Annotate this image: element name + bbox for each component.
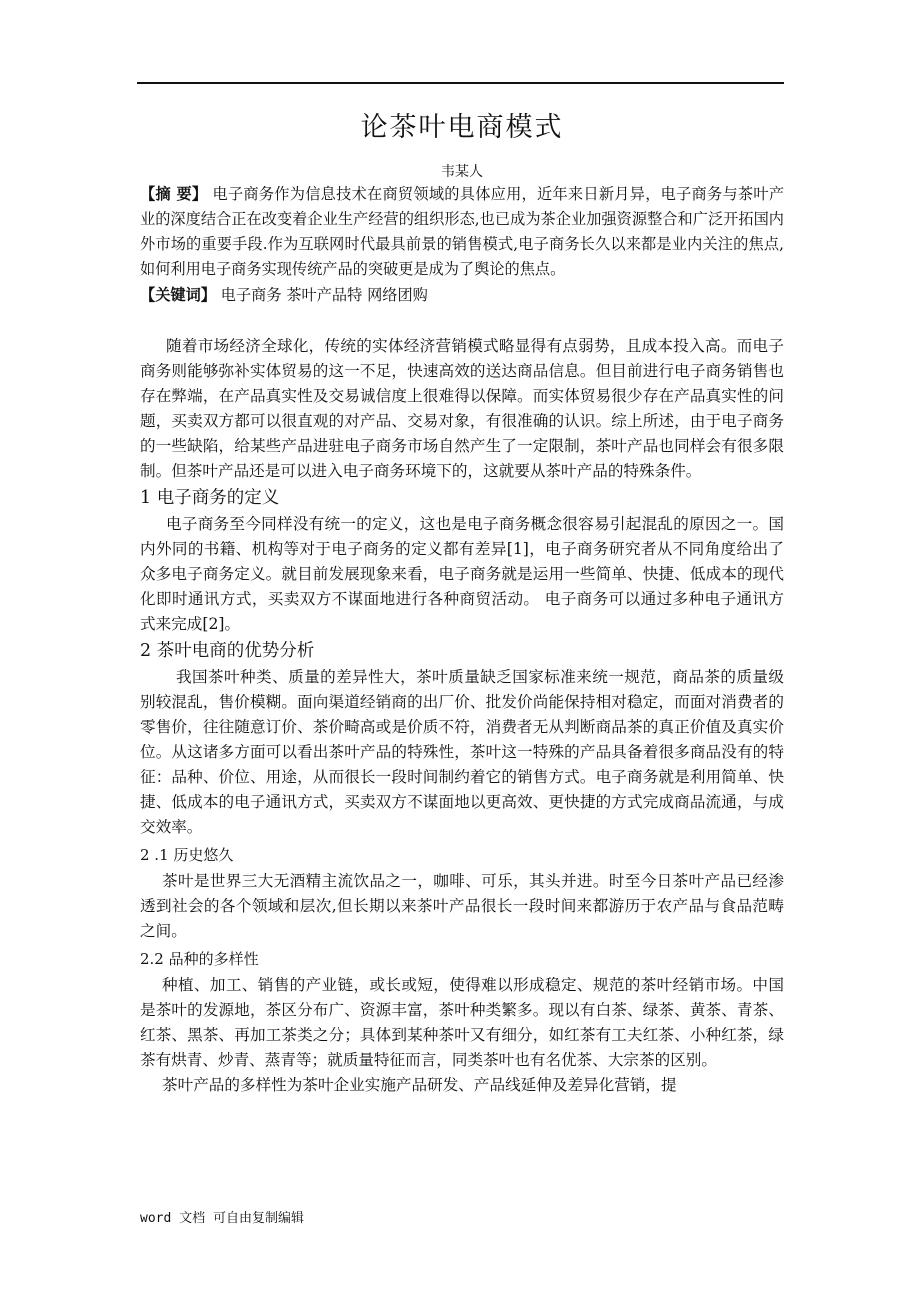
section-2-2-paragraph-2: 茶叶产品的多样性为茶叶企业实施产品研发、产品线延伸及差异化营销，提 bbox=[162, 1076, 677, 1094]
keywords-text: 电子商务 茶叶产品特 网络团购 bbox=[220, 286, 428, 304]
section-1-heading: 1 电子商务的定义 bbox=[140, 488, 280, 508]
document-author: 韦某人 bbox=[441, 164, 483, 180]
header-rule bbox=[137, 82, 784, 84]
section-2-heading: 2 茶叶电商的优势分析 bbox=[140, 641, 315, 661]
section-2-2-paragraph: 种植、加工、销售的产业链，或长或短，使得难以形成稳定、规范的茶叶经销市场。中国是茶叶的发源地，茶区分布广、资源丰富，茶叶种类繁多。现以有白茶、绿茶、黄茶、青茶、红茶、黑茶、再加工茶类之分；具体到某种茶叶又有细分，如红茶有工夫红茶、小种红茶，绿茶有烘青、炒青、蒸青等；就质量特征而言，同类茶叶也有名优茶、大宗茶的区别。 bbox=[140, 976, 784, 1069]
abstract-label: 【摘 要】 bbox=[140, 185, 208, 203]
abstract bbox=[140, 182, 784, 282]
document-body bbox=[140, 102, 784, 1098]
section-2-paragraph: 我国茶叶种类、质量的差异性大，茶叶质量缺乏国家标准来统一规范，商品茶的质量级别较混乱，售价模糊。面向渠道经销商的出厂价、批发价尚能保持相对稳定，而面对消费者的零售价，往往随意订价、茶价畸高或是价质不符，消费者无从判断商品茶的真正价值及真实价位。从这诸多方面可以看出茶叶产品的特殊性，茶叶这一特殊的产品具备着很多商品没有的特征：品种、价位、用途，从而很长一段时间制约着它的销售方式。电子商务就是利用简单、快捷、低成本的电子通讯方式，买卖双方不谋面地以更高效、更快捷的方式完成商品流通，与成交效率。 bbox=[140, 668, 784, 836]
abstract-text: 电子商务作为信息技术在商贸领域的具体应用，近年来日新月异，电子商务与茶叶产业的深度结合正在改变着企业生产经营的组织形态,也已成为茶企业加强资源整合和广泛开拓国内外市场的重要手段.作为互联网时代最具前景的销售模式,电子商务长久以来都是业内关注的焦点,如何利用电子商务实现传统产品的突破更是成为了舆论的焦点。 bbox=[140, 185, 785, 278]
intro-paragraph: 随着市场经济全球化，传统的实体经济营销模式略显得有点弱势，且成本投入高。而电子商务则能够弥补实体贸易的这一不足，快速高效的送达商品信息。但目前进行电子商务销售也存在弊端，在产品真实性及交易诚信度上很难得以保障。而实体贸易很少存在产品真实性的问题，买卖双方都可以很直观的对产品、交易对象，有很准确的认识。综上所述，由于电子商务的一些缺陷，给某些产品进驻电子商务市场自然产生了一定限制，茶叶产品也同样会有很多限制。但茶叶产品还是可以进入电子商务环境下的，这就要从茶叶产品的特殊条件。 bbox=[140, 337, 784, 480]
document-title: 论茶叶电商模式 bbox=[360, 112, 564, 143]
keywords-label: 【关键词】 bbox=[140, 286, 216, 304]
footer-note: word 文档 可自由复制编辑 bbox=[140, 1211, 304, 1226]
section-2-1-paragraph: 茶叶是世界三大无酒精主流饮品之一，咖啡、可乐，其头并进。时至今日茶叶产品已经渗透到社会的各个领域和层次,但长期以来茶叶产品很长一段时间来都游历于农产品与食品范畴之间。 bbox=[140, 872, 784, 940]
section-2-1-heading: 2 .1 历史悠久 bbox=[140, 846, 234, 864]
spacer bbox=[140, 308, 784, 334]
section-1-paragraph: 电子商务至今同样没有统一的定义，这也是电子商务概念很容易引起混乱的原因之一。国内外同的书籍、机构等对于电子商务的定义都有差异[1]，电子商务研究者从不同角度给出了众多电子商务定义。就目前发展现象来看，电子商务就是运用一些简单、快捷、低成本的现代化即时通讯方式，买卖双方不谋面地进行各种商贸活动。 电子商务可以通过多种电子通讯方式来完成[2]。 bbox=[140, 515, 784, 633]
section-2-2-heading: 2.2 品种的多样性 bbox=[140, 950, 259, 968]
keywords bbox=[140, 283, 784, 308]
